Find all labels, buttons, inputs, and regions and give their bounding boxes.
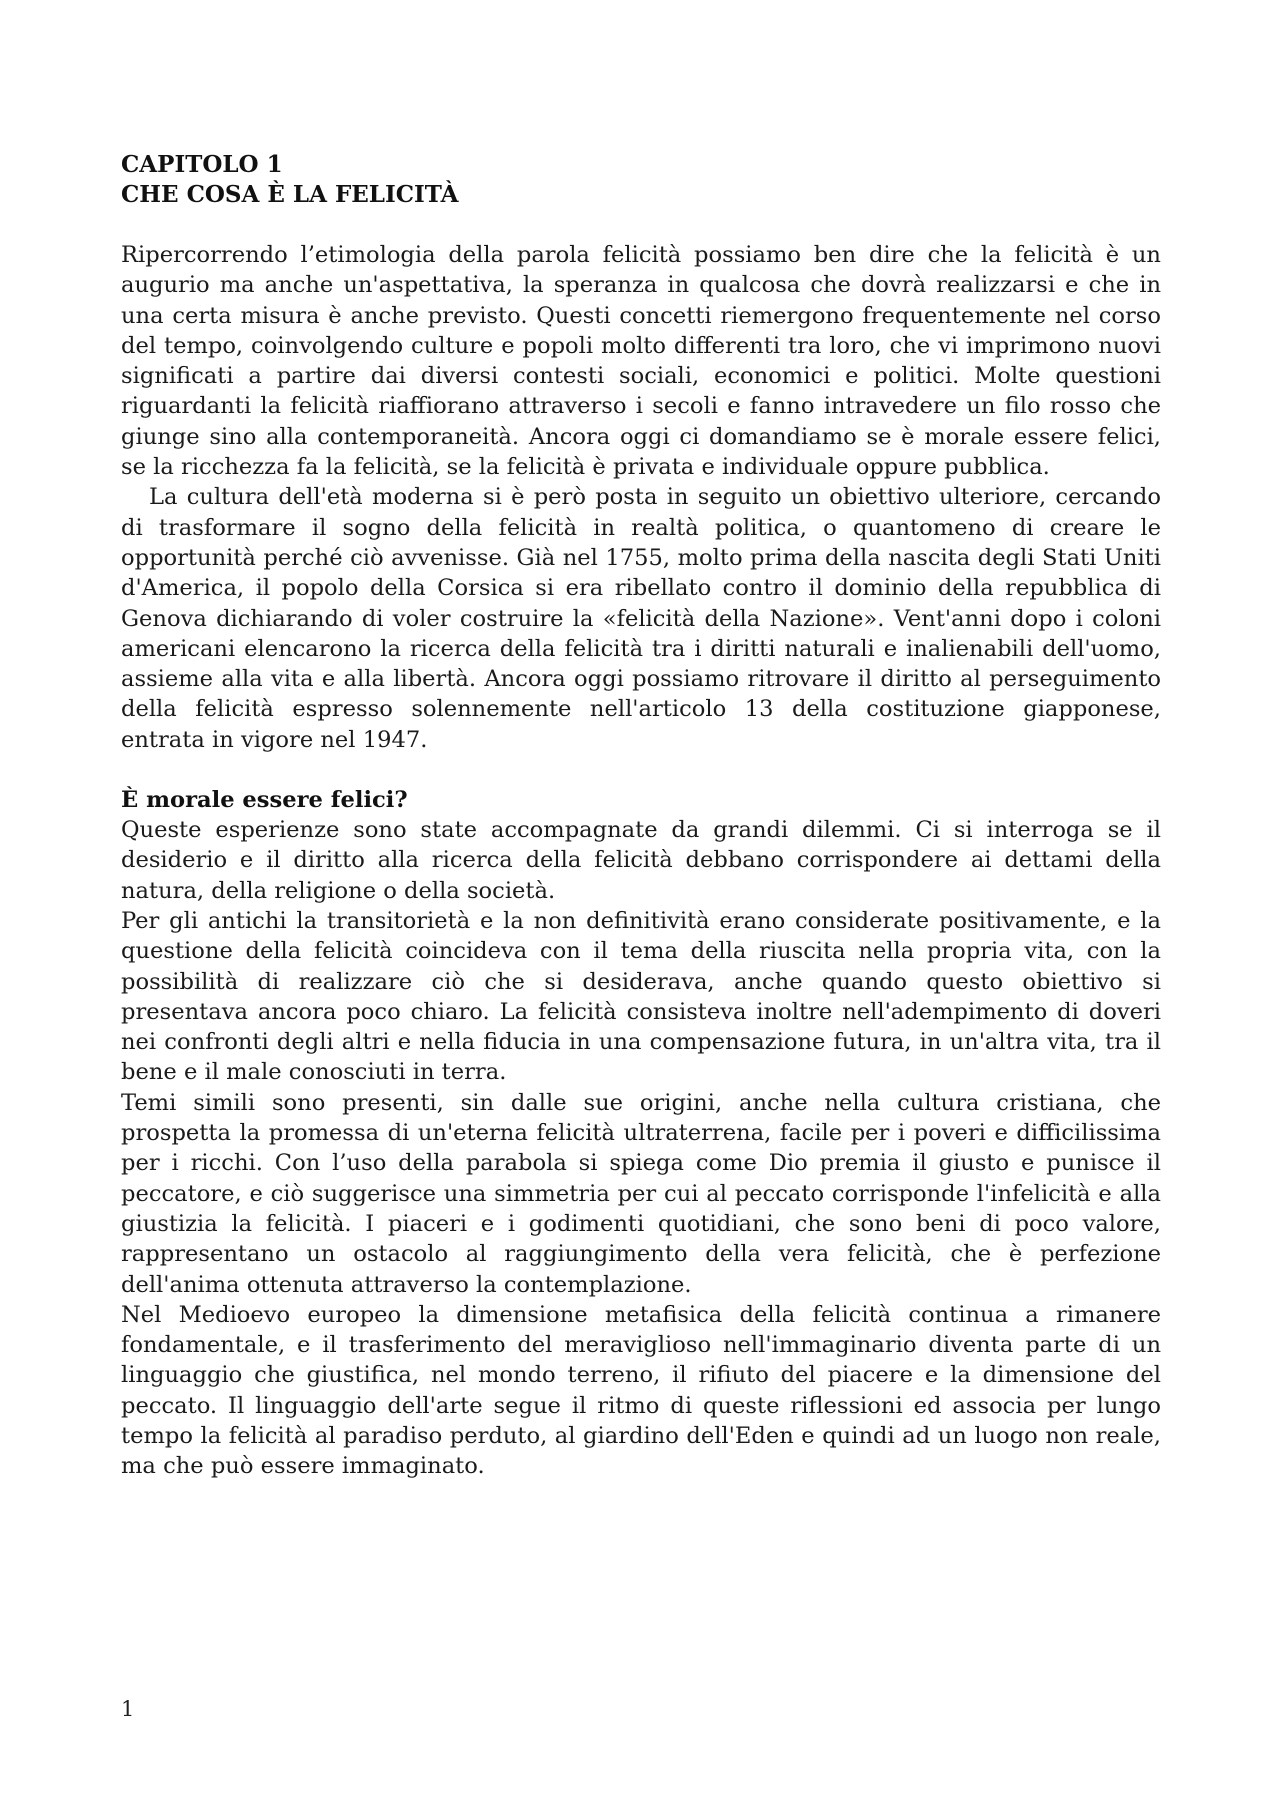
chapter-title: CHE COSA È LA FELICITÀ <box>121 181 459 208</box>
section-paragraph-3: Temi simili sono presenti, sin dalle sue origini, anche nella cultura cristiana, che prospetta la promessa di un'eterna felicità ultraterrena, facile per i poveri e difficilissima per i ricchi. Con l’uso della parabola si spiega come Dio premia il giusto e punisce il peccatore, e ciò suggerisce una simmetria per cui al peccato corrisponde l'infelicità e alla giustizia la felicità. I piaceri e i godimenti quotidiani, che sono beni di poco valore, rappresentano un ostacolo al raggiungimento della vera felicità, che è perfezione dell'anima ottenuta attraverso la contemplazione. <box>121 1089 1161 1298</box>
section-paragraph-4: Nel Medioevo europeo la dimensione metafisica della felicità continua a rimanere fondamentale, e il trasferimento del meraviglioso nell'immaginario diventa parte di un linguaggio che giustifica, nel mondo terreno, il rifiuto del piacere e la dimensione del peccato. Il linguaggio dell'arte segue il ritmo di queste riflessioni ed associa per lungo tempo la felicità al paradiso perduto, al giardino dell'Eden e quindi ad un luogo non reale, ma che può essere immaginato. <box>121 1301 1161 1480</box>
section-paragraph-2: Per gli antichi la transitorietà e la non definitività erano considerate positivamente, e la questione della felicità coincideva con il tema della riuscita nella propria vita, con la possibilità di realizzare ciò che si desiderava, anche quando questo obiettivo si presentava ancora poco chiaro. La felicità consisteva inoltre nell'adempimento di doveri nei confronti degli altri e nella fiducia in una compensazione futura, in un'altra vita, tra il bene e il male conosciuti in terra. <box>121 907 1161 1086</box>
document-page <box>121 150 1161 1482</box>
section-paragraph-1: Queste esperienze sono state accompagnate da grandi dilemmi. Ci si interroga se il desiderio e il diritto alla ricerca della felicità debbano corrispondere ai dettami della natura, della religione o della società. <box>121 817 1161 904</box>
chapter-label: CAPITOLO 1 <box>121 151 283 178</box>
intro-paragraph-1: Ripercorrendo l’etimologia della parola felicità possiamo ben dire che la felicità è un augurio ma anche un'aspettativa, la speranza in qualcosa che dovrà realizzarsi e che in una certa misura è anche previsto. Questi concetti riemergono frequentemente nel corso del tempo, coinvolgendo culture e popoli molto differenti tra loro, che vi imprimono nuovi significati a partire dai diversi contesti sociali, economici e politici. Molte questioni riguardanti la felicità riaffiorano attraverso i secoli e fanno intravedere un filo rosso che giunge sino alla contemporaneità. Ancora oggi ci domandiamo se è morale essere felici, se la ricchezza fa la felicità, se la felicità è privata e individuale oppure pubblica. <box>121 242 1161 481</box>
section-title: È morale essere felici? <box>121 787 408 814</box>
page-number: 1 <box>121 1697 135 1721</box>
chapter-heading <box>121 150 1161 210</box>
intro-paragraph-2: La cultura dell'età moderna si è però posta in seguito un obiettivo ulteriore, cercando di trasformare il sogno della felicità in realtà politica, o quantomeno di creare le opportunità perché ciò avvenisse. Già nel 1755, molto prima della nascita degli Stati Uniti d'America, il popolo della Corsica si era ribellato contro il dominio della repubblica di Genova dichiarando di voler costruire la «felicità della Nazione». Vent'anni dopo i coloni americani elencarono la ricerca della felicità tra i diritti naturali e inalienabili dell'uomo, assieme alla vita e alla libertà. Ancora oggi possiamo ritrovare il diritto al perseguimento della felicità espresso solennemente nell'articolo 13 della costituzione giapponese, entrata in vigore nel 1947. <box>121 484 1161 753</box>
